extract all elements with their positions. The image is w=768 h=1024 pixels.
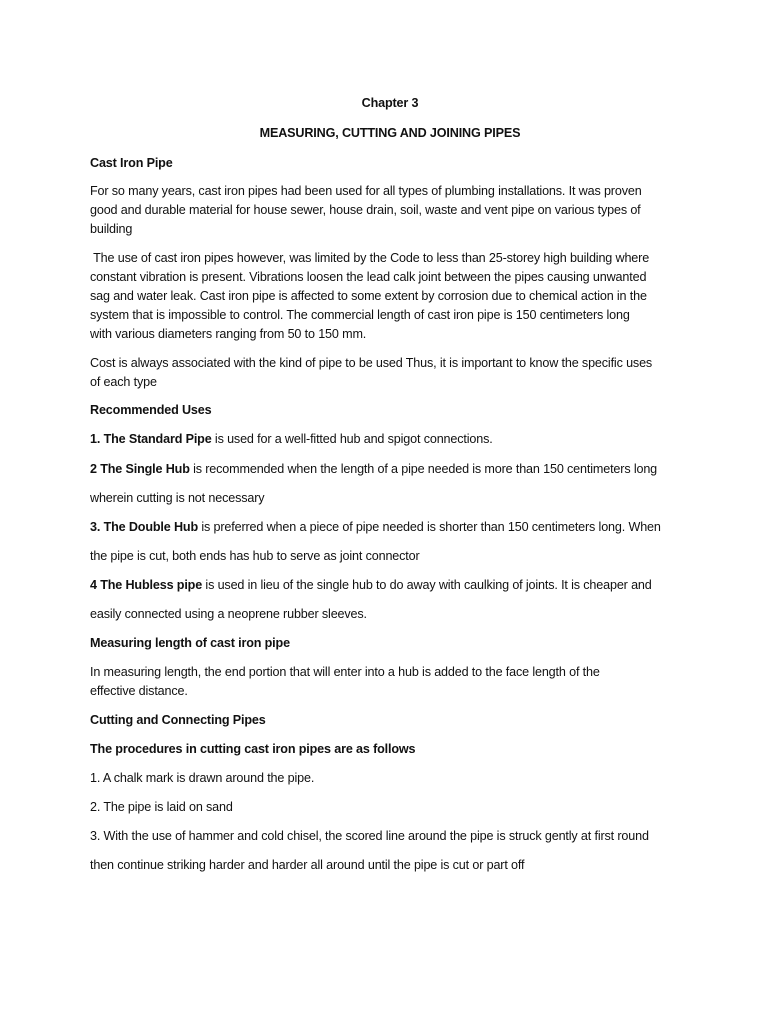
list-item-continuation: easily connected using a neoprene rubber sleeves. [90,607,367,621]
paragraph-line: In measuring length, the end portion that will enter into a hub is added to the face length of the [90,665,600,679]
paragraph-line: effective distance. [90,684,188,698]
use-text: is used in lieu of the single hub to do away with caulking of joints. It is cheaper and [202,578,652,592]
use-text: is used for a well-fitted hub and spigot connections. [211,432,493,446]
use-term: The Hubless pipe [100,578,203,592]
section-heading-measuring: Measuring length of cast iron pipe [90,636,290,650]
section-heading-cast-iron: Cast Iron Pipe [90,156,173,170]
paragraph-line: Cost is always associated with the kind of pipe to be used Thus, it is important to know the specific uses [90,356,653,370]
procedures-heading: The procedures in cutting cast iron pipes are as follows [90,742,416,756]
procedure-step: 3. With the use of hammer and cold chisel, the scored line around the pipe is struck gently at first round [90,829,649,843]
use-prefix: 1. [90,432,104,446]
paragraph-line: constant vibration is present. Vibrations loosen the lead calk joint between the pipes causing unwanted [90,270,647,284]
paragraph-line: For so many years, cast iron pipes had been used for all types of plumbing installations. It was proven [90,184,642,198]
paragraph-line: The use of cast iron pipes however, was limited by the Code to less than 25-storey high building where [90,251,650,265]
section-heading-recommended: Recommended Uses [90,403,212,417]
use-prefix: 2 [90,462,101,476]
chapter-title: MEASURING, CUTTING AND JOINING PIPES [259,126,521,140]
use-term: The Single Hub [100,462,190,476]
paragraph-line: good and durable material for house sewer, house drain, soil, waste and vent pipe on various types of [90,203,641,217]
list-item [90,576,652,594]
paragraph-line: of each type [90,375,157,389]
use-term: The Standard Pipe [103,432,212,446]
paragraph-line: system that is impossible to control. The commercial length of cast iron pipe is 150 centimeters long [90,308,630,322]
list-item [90,518,661,536]
procedure-step: 2. The pipe is laid on sand [90,800,233,814]
list-item-continuation: wherein cutting is not necessary [90,491,265,505]
section-heading-cutting: Cutting and Connecting Pipes [90,713,266,727]
list-item-continuation: the pipe is cut, both ends has hub to serve as joint connector [90,549,420,563]
procedure-step: 1. A chalk mark is drawn around the pipe. [90,771,315,785]
use-text: is recommended when the length of a pipe needed is more than 150 centimeters long [189,462,658,476]
paragraph-line: building [90,222,133,236]
use-term: The Double Hub [103,520,199,534]
use-prefix: 3. [90,520,104,534]
list-item [90,430,493,448]
paragraph-line: with various diameters ranging from 50 to 150 mm. [90,327,367,341]
procedure-step-continuation: then continue striking harder and harder all around until the pipe is cut or part off [90,858,525,872]
use-prefix: 4 [90,578,101,592]
use-text: is preferred when a piece of pipe needed is shorter than 150 centimeters long. When [198,520,661,534]
paragraph-line: sag and water leak. Cast iron pipe is affected to some extent by corrosion due to chemical action in the [90,289,647,303]
list-item [90,460,657,478]
chapter-label: Chapter 3 [361,96,419,110]
